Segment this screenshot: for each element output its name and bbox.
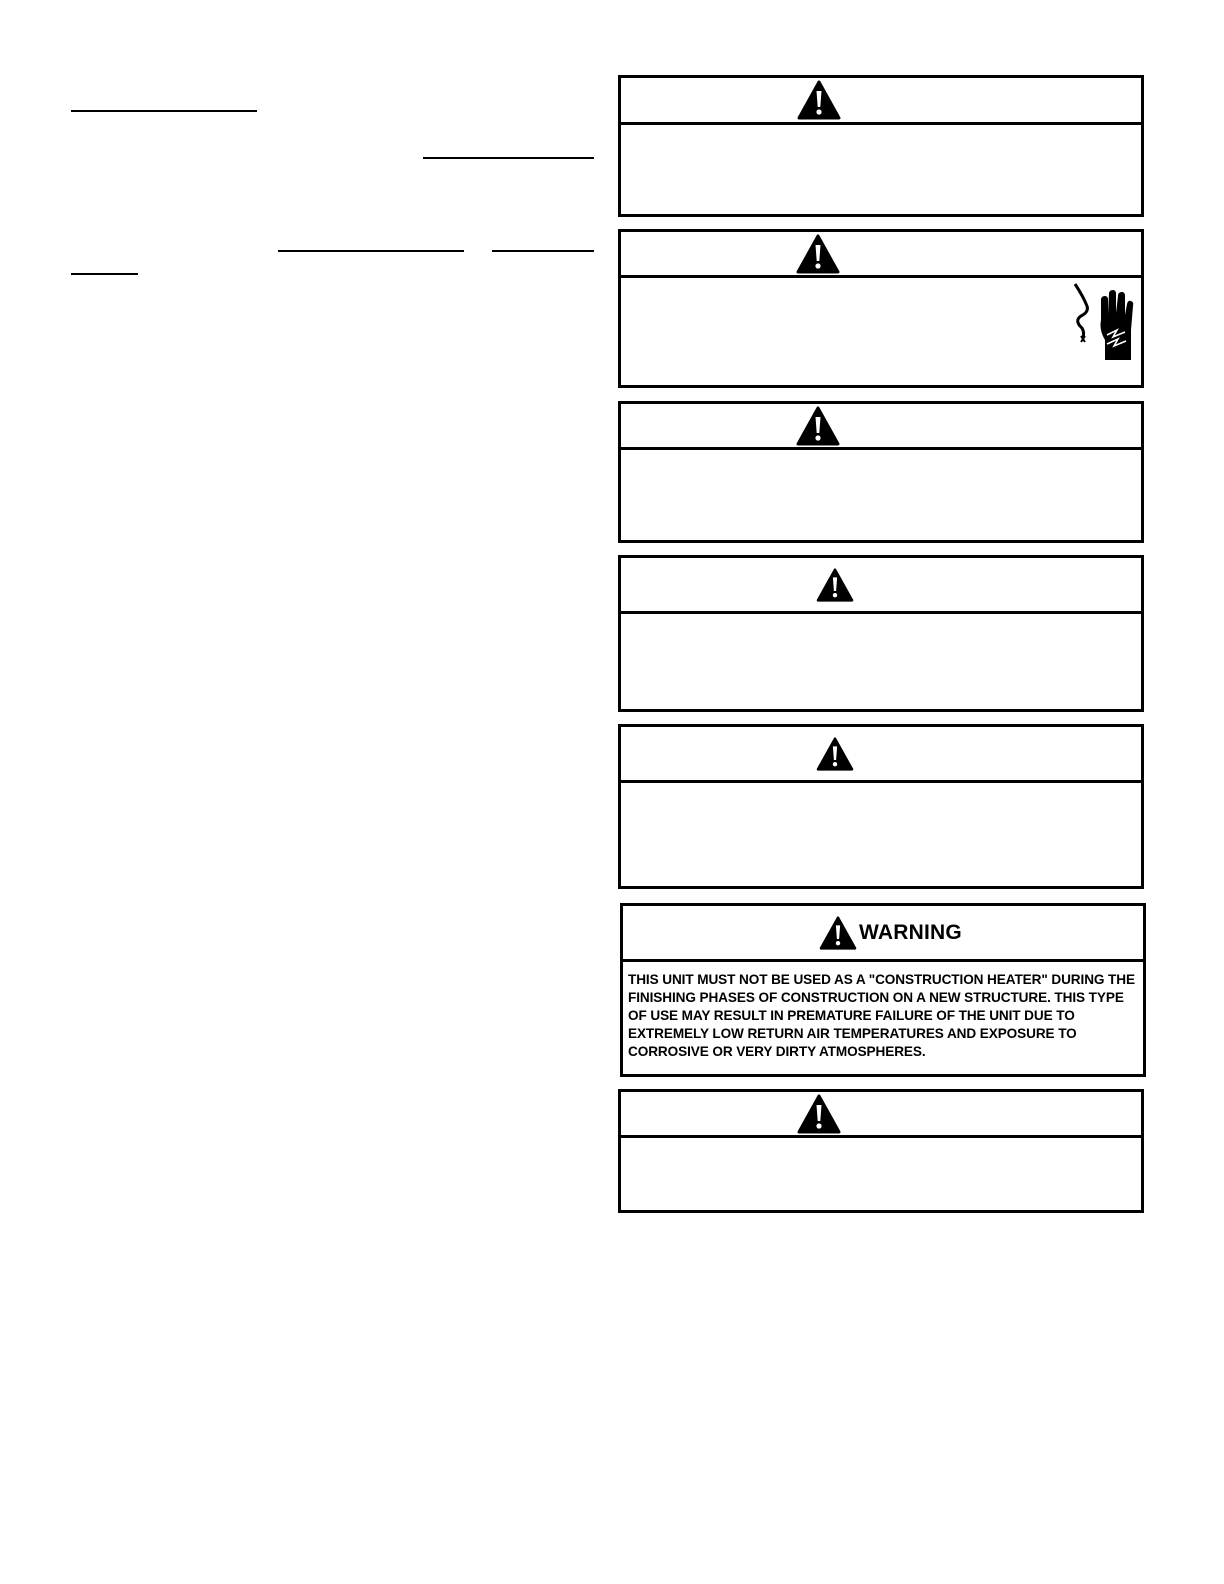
caution-box-2 <box>618 229 1144 388</box>
caution-box-1 <box>618 75 1144 217</box>
caution-box-header <box>621 558 1141 614</box>
caution-box-header <box>621 232 1141 278</box>
caution-box-body <box>621 278 1141 385</box>
construction-heater-warning-box <box>620 903 1146 1077</box>
warning-triangle-icon <box>816 737 854 771</box>
left-underline-5 <box>71 273 138 275</box>
warning-triangle-icon <box>819 916 857 950</box>
caution-box-body <box>621 783 1141 886</box>
electrical-shock-hand-icon <box>1071 280 1141 366</box>
left-underline-3 <box>278 250 464 252</box>
caution-box-body <box>621 614 1141 709</box>
caution-box-7 <box>618 1089 1144 1213</box>
caution-box-5 <box>618 724 1144 889</box>
warning-body <box>623 962 1143 1074</box>
caution-box-body <box>621 450 1141 540</box>
warning-triangle-icon <box>797 80 841 120</box>
warning-triangle-icon <box>816 568 854 602</box>
warning-header <box>623 906 1143 962</box>
caution-box-header <box>621 727 1141 783</box>
caution-box-body <box>621 1138 1141 1210</box>
caution-box-3 <box>618 401 1144 543</box>
caution-box-header <box>621 404 1141 450</box>
caution-box-header <box>621 78 1141 125</box>
warning-triangle-icon <box>796 234 840 274</box>
caution-box-4 <box>618 555 1144 712</box>
warning-text: THIS UNIT MUST NOT BE USED AS A "CONSTRUCTION HEATER" DURING THE FINISHING PHASES OF CONSTRUCTION ON A NEW STRUCTURE. THIS TYPE OF USE MAY RESULT IN PREMATURE FAILURE OF THE UNIT DUE TO EXTREMELY LOW RETURN AIR TEMPERATURES AND EXPOSURE TO CORROSIVE OR VERY DIRTY ATMOSPHERES. <box>628 972 1135 1059</box>
warning-triangle-icon <box>796 406 840 446</box>
left-underline-1 <box>71 110 257 112</box>
left-underline-4 <box>492 250 594 252</box>
warning-triangle-icon <box>797 1094 841 1134</box>
warning-heading: WARNING <box>859 920 962 944</box>
left-underline-2 <box>423 157 594 159</box>
caution-box-header <box>621 1092 1141 1138</box>
caution-box-body <box>621 125 1141 214</box>
